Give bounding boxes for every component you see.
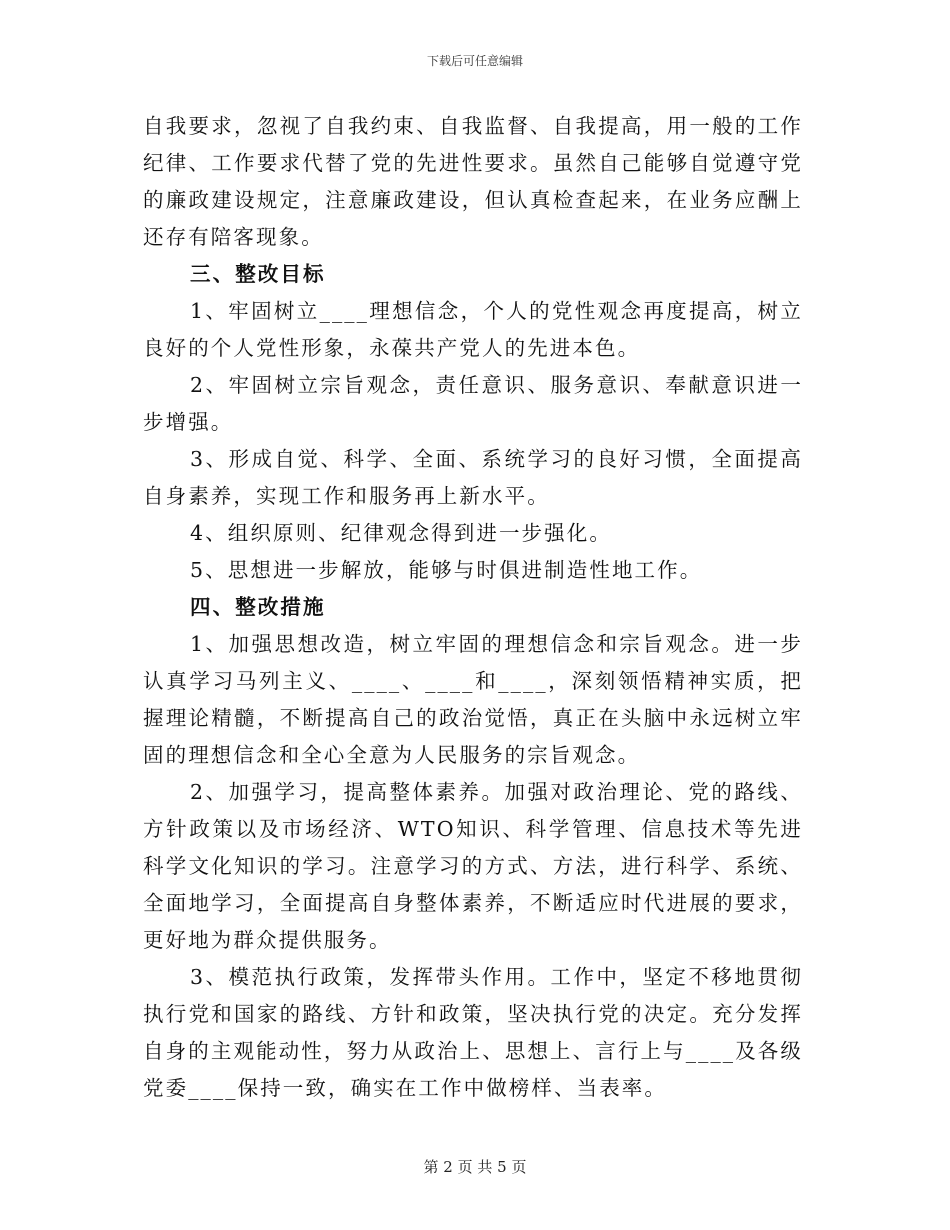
document-body [143,108,803,1107]
section-heading: 三、整改目标 [190,262,326,286]
body-paragraph: 1、牢固树立____理想信念，个人的党性观念再度提高，树立良好的个人党性形象，永葆共产党人的先进本色。 [143,299,803,360]
body-paragraph: 2、牢固树立宗旨观念，责任意识、服务意识、奉献意识进一步增强。 [143,373,803,434]
body-paragraph: 3、模范执行政策，发挥带头作用。工作中，坚定不移地贯彻执行党和国家的路线、方针和政策，坚决执行党的决定。充分发挥自身的主观能动性，努力从政治上、思想上、言行上与____及各级党委____保持一致，确实在工作中做榜样、当表率。 [143,965,803,1100]
body-paragraph: 2、加强学习，提高整体素养。加强对政治理论、党的路线、方针政策以及市场经济、WTO知识、科学管理、信息技术等先进科学文化知识的学习。注意学习的方式、方法，进行科学、系统、全面地学习，全面提高自身整体素养，不断适应时代进展的要求，更好地为群众提供服务。 [143,780,803,952]
page-header: 下载后可任意编辑 [426,54,523,68]
section-heading: 四、整改措施 [190,595,326,619]
body-paragraph: 3、形成自觉、科学、全面、系统学习的良好习惯，全面提高自身素养，实现工作和服务再上新水平。 [143,447,803,508]
body-paragraph: 自我要求，忽视了自我约束、自我监督、自我提高，用一般的工作纪律、工作要求代替了党的先进性要求。虽然自己能够自觉遵守党的廉政建设规定，注意廉政建设，但认真检查起来，在业务应酬上还存有陪客现象。 [143,114,803,249]
body-paragraph: 5、思想进一步解放，能够与时俱进制造性地工作。 [190,558,703,582]
body-paragraph: 4、组织原则、纪律观念得到进一步强化。 [190,521,612,545]
page-footer: 第 2 页 共 5 页 [423,1158,527,1176]
body-paragraph: 1、加强思想改造，树立牢固的理想信念和宗旨观念。进一步认真学习马列主义、____、____和____，深刻领悟精神实质，把握理论精髓，不断提高自己的政治觉悟，真正在头脑中永远树立牢固的理想信念和全心全意为人民服务的宗旨观念。 [143,632,803,767]
